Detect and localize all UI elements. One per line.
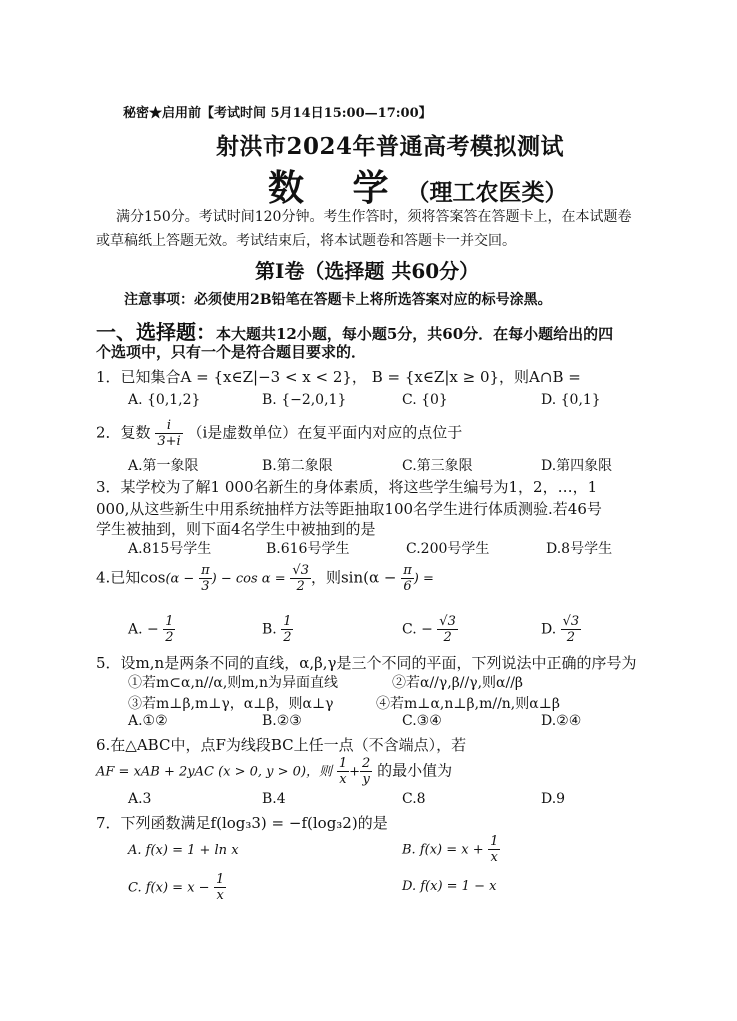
part1-note: 注意事项：必须使用2B铅笔在答题卡上将所选答案对应的标号涂黑。 — [124, 292, 552, 308]
q4-stem-a: 4.已知cos — [96, 568, 166, 587]
q3-line-3: 学生被抽到，则下面4名学生中被抽到的是 — [96, 520, 376, 538]
q7-option-c-frac: $\frac{1}{x}$ — [216, 872, 225, 903]
q2-fraction: $\frac{i}{3+i}$ — [157, 418, 181, 449]
q7-option-b-frac: $\frac{1}{x}$ — [490, 834, 499, 865]
q5-statement-4: ④若m⊥α,n⊥β,m//n,则α⊥β — [376, 696, 560, 712]
q5-statement-3: ③若m⊥β,m⊥γ，α⊥β，则α⊥γ — [128, 696, 334, 712]
q6-plus: + — [349, 764, 360, 780]
q2-option-b: B.第二象限 — [262, 458, 333, 474]
exam-title: 射洪市2024年普通高考模拟测试 — [216, 133, 565, 160]
instructions-line-2: 或草稿纸上答题无效。考试结束后，将本试题卷和答题卡一并交回。 — [96, 233, 516, 249]
q4-option-b: B. $\frac{1}{2}$ — [262, 614, 292, 645]
q5-statement-2: ②若α//γ,β//γ,则α//β — [392, 675, 524, 691]
q3-line-1: 3．某学校为了解1 000名新生的身体素质，将这些学生编号为1，2，…，1 — [96, 478, 598, 496]
q6-tail: 的最小值为 — [377, 761, 453, 780]
q6-frac-1x: $\frac{1}{x}$ — [338, 756, 348, 787]
q3-option-d: D.8号学生 — [546, 541, 613, 557]
q4-stem-b: (α − — [165, 571, 195, 587]
q4-frac-pi3: $\frac{\pi}{3}$ — [201, 563, 210, 594]
instructions-line-1: 满分150分。考试时间120分钟。考生作答时，须将答案答在答题卡上，在本试题卷 — [116, 209, 632, 225]
q4-option-a: A. − $\frac{1}{2}$ — [128, 614, 174, 645]
q6-vector-equation: AF = xAB + 2yAC (x > 0, y > 0)，则 — [96, 764, 333, 780]
q4-stem-d: ，则sin(α − — [310, 568, 397, 587]
q6-option-a: A.3 — [128, 791, 152, 807]
q5-statement-1: ①若m⊂α,n//α,则m,n为异面直线 — [128, 675, 339, 691]
q5-option-b: B.②③ — [262, 713, 302, 729]
q4-option-b-frac: $\frac{1}{2}$ — [283, 614, 292, 645]
subject-name: 数 学 — [268, 167, 407, 209]
q7-option-c: C. f(x) = x − $\frac{1}{x}$ — [128, 872, 225, 903]
q4-frac-sqrt3-2: $\frac{√3}{2}$ — [292, 563, 309, 594]
q4-stem-e: ) = — [413, 571, 434, 587]
section1-desc-1: 本大题共12小题，每小题5分，共60分．在每小题给出的四 — [216, 325, 614, 343]
q4-option-c: C. − $\frac{√3}{2}$ — [402, 614, 456, 645]
q5-stem: 5．设m,n是两条不同的直线，α,β,γ是三个不同的平面，下列说法中正确的序号为 — [96, 654, 637, 672]
q2-option-c: C.第三象限 — [402, 458, 473, 474]
q3-option-c: C.200号学生 — [406, 541, 490, 557]
q4-stem-c: ) − cos α = — [211, 571, 286, 587]
q7-option-d: D. f(x) = 1 − x — [402, 879, 497, 894]
q4-option-d: D. $\frac{√3}{2}$ — [541, 614, 580, 645]
section1-heading: 一、选择题： — [96, 320, 216, 344]
q6-line-2 — [96, 756, 452, 787]
q1-option-a: A. {0,1,2} — [128, 392, 201, 408]
q5-option-c: C.③④ — [402, 713, 442, 729]
q3-option-b: B.616号学生 — [266, 541, 350, 557]
q1-option-d: D. {0,1} — [541, 392, 601, 408]
q2-option-a: A.第一象限 — [128, 458, 199, 474]
secret-header: 秘密★启用前【考试时间 5月14日15:00—17:00】 — [123, 106, 432, 121]
section1-desc-2: 个选项中，只有一个是符合题目要求的． — [96, 343, 367, 361]
q4-option-c-frac: $\frac{√3}{2}$ — [439, 614, 456, 645]
q6-frac-2y: $\frac{2}{y}$ — [362, 756, 371, 787]
q1-stem: 1．已知集合A = {x∈Z|−3 < x < 2}， B = {x∈Z|x ≥ 0}，则A∩B = — [96, 368, 581, 386]
q6-option-d: D.9 — [541, 791, 566, 807]
q1-option-b: B. {−2,0,1} — [262, 392, 347, 408]
q5-option-d: D.②④ — [541, 713, 582, 729]
q2-stem-pre: 2．复数 — [96, 423, 151, 442]
q4-frac-pi6: $\frac{\pi}{6}$ — [403, 563, 412, 594]
q6-option-b: B.4 — [262, 791, 286, 807]
q6-option-c: C.8 — [402, 791, 426, 807]
q1-option-c: C. {0} — [402, 392, 448, 408]
q2-option-d: D.第四象限 — [541, 458, 613, 474]
q7-option-b: B. f(x) = x + $\frac{1}{x}$ — [402, 834, 499, 865]
q4-stem — [96, 563, 434, 594]
q7-stem: 7．下列函数满足f(log₃3) = −f(log₃2)的是 — [96, 814, 388, 832]
q2-stem-post: （i是虚数单位）在复平面内对应的点位于 — [187, 423, 463, 442]
q3-option-a: A.815号学生 — [128, 541, 212, 557]
q4-option-a-frac: $\frac{1}{2}$ — [165, 614, 174, 645]
subject-title — [268, 160, 568, 211]
q4-option-d-frac: $\frac{√3}{2}$ — [562, 614, 580, 645]
q6-line-1: 6.在△ABC中，点F为线段BC上任一点（不含端点），若 — [96, 736, 467, 754]
q2-stem — [96, 418, 462, 449]
part1-title: 第Ⅰ卷（选择题 共60分） — [255, 259, 480, 283]
q7-option-a: A. f(x) = 1 + ln x — [128, 843, 239, 858]
subject-category: （理工农医类） — [406, 179, 568, 206]
q3-line-2: 000,从这些新生中用系统抽样方法等距抽取100名学生进行体质测验.若46号 — [96, 500, 602, 518]
q5-option-a: A.①② — [128, 713, 168, 729]
